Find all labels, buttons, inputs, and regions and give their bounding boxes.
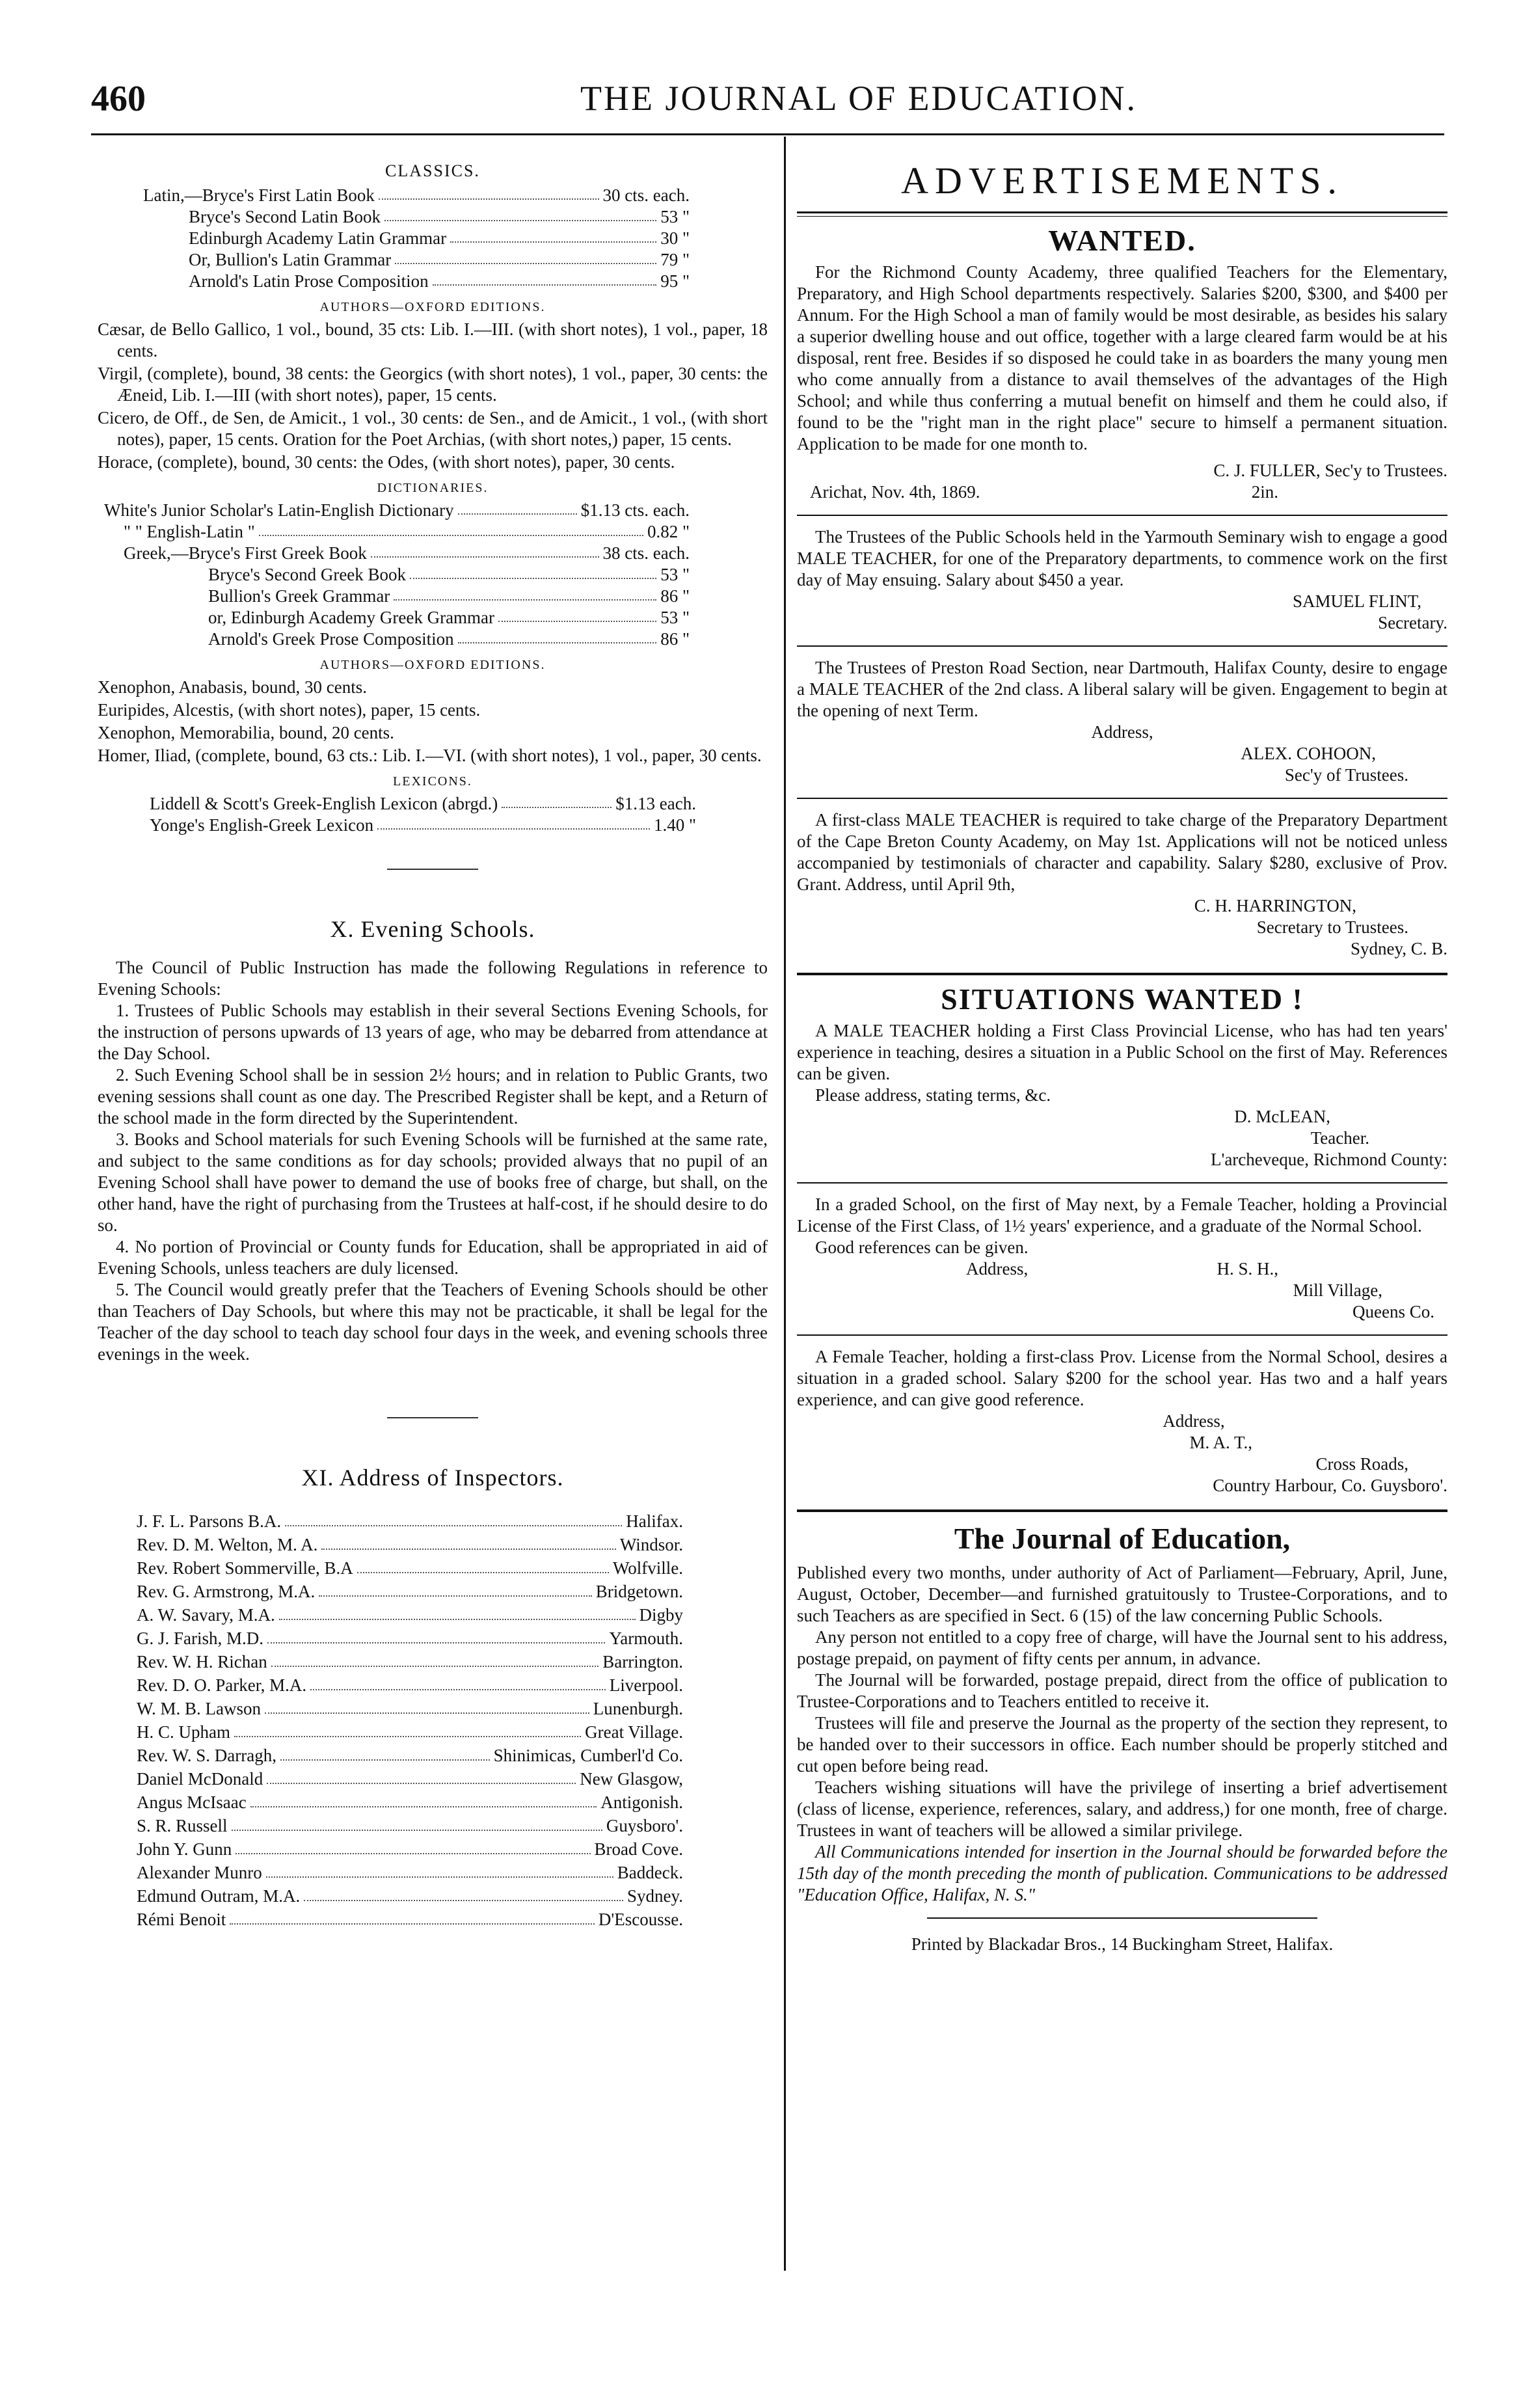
ad-divider: [797, 1182, 1447, 1184]
situation-text: A Female Teacher, holding a first-class Prov. License from the Normal School, desires a situation in a graded school. Salary $200 for the school year. Has two and a half years experience, and can give good reference.: [797, 1347, 1447, 1409]
ad-text: For the Richmond County Academy, three qualified Teachers for the Elementary, Preparatory, and High School departments respectively. Salaries $200, $300, and $400 per Annum. For the High School a man of family would be most desirable, as besides his salary a superior dwelling house and out office, together with a large cleared farm would be at his disposal, rent free. Besides if so disposed he could take in as boarders the many young men who come annually from a distance to avail themselves of the advantages of the High School; and while thus conferring a mutual benefit on himself and them he could also, if found to be the "right man in the right place" secure to himself a permanent situation. Application to be made for one month to.: [797, 262, 1447, 453]
inspector-name: G. J. Farish, M.D.: [137, 1629, 264, 1648]
inspector-place: Wolfville.: [612, 1558, 683, 1578]
journal-notice-heading: The Journal of Education,: [954, 1522, 1291, 1555]
book-label: or, Edinburgh Academy Greek Grammar: [208, 608, 495, 627]
ad-term: 2in.: [1251, 482, 1278, 502]
ad-dateline: [797, 481, 1447, 503]
inspector-name: Rev. Robert Sommerville, B.A: [137, 1558, 353, 1578]
inspector-name: W. M. B. Lawson: [137, 1699, 262, 1718]
book-label: Bullion's Greek Grammar: [208, 586, 390, 606]
inspector-name: H. C. Upham: [137, 1722, 230, 1742]
situation-signature: D. McLEAN,: [1234, 1107, 1330, 1126]
evening-rule: 1. Trustees of Public Schools may establish in their several Sections Evening Schools, for the instruction of persons upwards of 13 years of age, who may be debarred from attendance at the Day School.: [98, 1001, 768, 1063]
lexicons-head: LEXICONS.: [393, 774, 472, 789]
inspector-place: Great Village.: [585, 1722, 683, 1742]
evening-intro: The Council of Public Instruction has made the following Regulations in reference to Evening Schools:: [98, 958, 768, 999]
inspector-place: Antigonish.: [600, 1792, 683, 1812]
notice-paragraph: The Journal will be forwarded, postage prepaid, direct from the office of publication to Trustee-Corporations and to Teachers entitled to receive it.: [797, 1670, 1447, 1711]
ad-text: A first-class MALE TEACHER is required to take charge of the Preparatory Department of the Cape Breton County Academy, on May 1st. Applications will not be noticed unless accompanied by testimonials of character and capability. Salary $280, exclusive of Prov. Grant. Address, until April 9th,: [797, 810, 1447, 894]
section-rule: [797, 1509, 1447, 1512]
book-price: 0.82 ": [647, 522, 690, 541]
inspector-name: Angus McIsaac: [137, 1792, 247, 1812]
ad-signature: C. H. HARRINGTON,: [1194, 896, 1356, 915]
book-price: 30 ": [660, 228, 690, 248]
latin-books-list: [98, 185, 690, 292]
inspector-name: Daniel McDonald: [137, 1769, 263, 1789]
list-item: [150, 793, 696, 815]
book-price: $1.13 cts. each.: [580, 500, 690, 520]
situation-signature-place: L'archeveque, Richmond County:: [1210, 1150, 1447, 1169]
inspectors-list: [98, 1509, 768, 1931]
inspector-name: Rémi Benoit: [137, 1910, 226, 1929]
table-row: [98, 1767, 683, 1791]
list-item: [104, 629, 690, 650]
list-item: [104, 564, 690, 586]
wanted-heading: WANTED.: [1048, 224, 1196, 257]
section-divider: [387, 869, 478, 870]
list-item: [104, 607, 690, 629]
notice-paragraph: Trustees will file and preserve the Journal as the property of the section they represent, to be handed over to their successors in office. Each number should be properly stitched and cut open before being read.: [797, 1713, 1447, 1776]
inspector-place: Baddeck.: [617, 1863, 683, 1882]
evening-rule: 2. Such Evening School shall be in session 2½ hours; and in relation to Public Grants, two evening sessions shall count as one day. The Prescribed Register shall be kept, and a Return of the school made in the form directed by the Superintendent.: [98, 1065, 768, 1128]
ad-signature: ALEX. COHOON,: [1241, 744, 1376, 763]
book-price: 95 ": [660, 271, 690, 291]
book-label: Arnold's Latin Prose Composition: [189, 271, 429, 291]
book-price: 30 cts. each.: [602, 185, 690, 205]
column-divider: [784, 137, 786, 2271]
inspector-name: Rev. D. M. Welton, M. A.: [137, 1535, 318, 1554]
book-price: 38 cts. each.: [602, 543, 690, 563]
inspectors-heading: XI. Address of Inspectors.: [301, 1465, 564, 1491]
classics-title: CLASSICS.: [385, 161, 480, 180]
book-label: Bryce's Second Latin Book: [189, 207, 381, 226]
ad-divider: [797, 645, 1447, 647]
inspector-name: Rev. D. O. Parker, M.A.: [137, 1675, 307, 1695]
right-column: [797, 156, 1447, 1955]
ad-signature: C. J. FULLER, Sec'y to Trustees.: [1213, 461, 1447, 480]
author-entry: Horace, (complete), bound, 30 cents: the Odes, (with short notes), paper, 30 cents.: [98, 452, 675, 472]
situation-signature: M. A. T.,: [1189, 1433, 1252, 1452]
author-entry: Cæsar, de Bello Gallico, 1 vol., bound, 35 cts: Lib. I.—III. (with short notes), 1 vol., paper, 18 cents.: [98, 319, 768, 360]
author-entry: Xenophon, Memorabilia, bound, 20 cents.: [98, 723, 394, 742]
footer-divider: [927, 1917, 1317, 1919]
book-label: Greek,—Bryce's First Greek Book: [124, 543, 367, 563]
inspector-place: D'Escousse.: [598, 1910, 683, 1929]
inspector-name: Alexander Munro: [137, 1863, 262, 1882]
book-label: Yonge's English-Greek Lexicon: [150, 815, 374, 835]
list-item: [150, 815, 696, 836]
situations-heading: SITUATIONS WANTED !: [941, 982, 1304, 1016]
table-row: [98, 1673, 683, 1697]
evening-rule: 3. Books and School materials for such Evening Schools will be furnished at the same rate, and subject to the same conditions as for day schools; provided always that no pupil of an Evening School shall have power to demand the use of books free of charge, but shall, on the other hand, have the right of purchasing from the Trustees at half-cost, if he should desire to do so.: [98, 1130, 768, 1235]
section-rule: [797, 973, 1447, 975]
journal-title: THE JOURNAL OF EDUCATION.: [580, 79, 1137, 118]
list-item: [143, 185, 690, 206]
table-row: [98, 1884, 683, 1908]
table-row: [98, 1509, 683, 1533]
inspector-place: Sydney.: [627, 1886, 683, 1906]
ad-address: Address,: [1091, 722, 1153, 742]
notice-paragraph: Published every two months, under authority of Act of Parliament—February, April, June, August, October, December—and furnished gratuitously to Trustee-Corporations, and to such Teachers as are specified in Sect. 6 (15) of the law concerning Public Schools.: [797, 1563, 1447, 1625]
ad-divider: [797, 515, 1447, 516]
ad-signature-title: Secretary to Trustees.: [1256, 917, 1408, 937]
table-row: [98, 1814, 683, 1837]
advertisements-title: ADVERTISEMENTS.: [901, 159, 1343, 202]
book-label: " " English-Latin ": [124, 522, 255, 541]
inspector-place: Halifax.: [626, 1511, 683, 1531]
evening-schools-heading: X. Evening Schools.: [330, 916, 535, 942]
table-row: [98, 1533, 683, 1556]
book-label: Liddell & Scott's Greek-English Lexicon (abrgd.): [150, 794, 498, 813]
ad-text: The Trustees of the Public Schools held in the Yarmouth Seminary wish to engage a good MALE TEACHER, for one of the Preparatory departments, to commence work on the first day of May ensuing. Salary about $450 a year.: [797, 527, 1447, 589]
notice-paragraph: Teachers wishing situations will have the privilege of inserting a brief advertisement (class of license, experience, references, salary, and address,) for one month, free of charge. Trustees in want of teachers will be allowed a similar privilege.: [797, 1778, 1447, 1840]
inspector-name: Rev. W. S. Darragh,: [137, 1746, 276, 1765]
evening-rule: 5. The Council would greatly prefer that the Teachers of Evening Schools should be other than Teachers of Day Schools, but where this may not be practicable, it shall be legal for the Teacher of the day school to teach day school four days in the week, and evening schools three evenings in the week.: [98, 1280, 768, 1364]
inspector-place: New Glasgow,: [580, 1769, 683, 1789]
lexicons-list: [98, 793, 696, 836]
book-label: Latin,—Bryce's First Latin Book: [143, 185, 375, 205]
author-entry: Virgil, (complete), bound, 38 cents: the Georgics (with short notes), 1 vol., paper, 30 cents: the Æneid, Lib. I.—III (with short notes), paper, 15 cents.: [98, 364, 768, 405]
ad-divider: [797, 798, 1447, 799]
situation-signature-title: Teacher.: [1310, 1128, 1369, 1148]
table-row: [98, 1556, 683, 1580]
list-item: [104, 543, 690, 564]
book-label: Arnold's Greek Prose Composition: [208, 629, 454, 649]
table-row: [98, 1908, 683, 1931]
book-price: $1.13 each.: [615, 794, 696, 813]
situation-address-line: [797, 1258, 1447, 1280]
author-entry: Xenophon, Anabasis, bound, 30 cents.: [98, 677, 367, 697]
list-item: [104, 586, 690, 607]
notice-paragraph: Any person not entitled to a copy free of charge, will have the Journal sent to his address, postage prepaid, on payment of fifty cents per annum, in advance.: [797, 1627, 1447, 1668]
inspector-place: Bridgetown.: [595, 1582, 683, 1601]
situation-text: In a graded School, on the first of May next, by a Female Teacher, holding a Provincial License of the First Class, of 1½ years' experience, and a graduate of the Normal School.: [797, 1195, 1447, 1236]
book-price: 1.40 ": [653, 815, 696, 835]
book-price: 86 ": [660, 629, 690, 649]
book-price: 53 ": [660, 608, 690, 627]
inspector-place: Liverpool.: [609, 1675, 683, 1695]
table-row: [98, 1720, 683, 1744]
section-divider: [387, 1417, 478, 1418]
table-row: [98, 1791, 683, 1814]
situation-signature-county: Country Harbour, Co. Guysboro'.: [1213, 1476, 1447, 1495]
book-price: 86 ": [660, 586, 690, 606]
inspector-name: Rev. W. H. Richan: [137, 1652, 267, 1671]
dictionaries-list: [98, 500, 690, 650]
notice-paragraph: All Communications intended for insertion in the Journal should be forwarded before the 15th day of the month preceding the month of publication. Communications to be addressed "Education Office, Halifax, N. S.": [797, 1842, 1447, 1904]
book-label: Edinburgh Academy Latin Grammar: [189, 228, 447, 248]
ad-divider: [797, 1334, 1447, 1336]
list-item: [104, 500, 690, 521]
evening-rule: 4. No portion of Provincial or County funds for Education, shall be appropriated in aid of Evening Schools, unless teachers are duly licensed.: [98, 1237, 768, 1278]
inspector-place: Shinimicas, Cumberl'd Co.: [493, 1746, 683, 1765]
inspector-name: Edmund Outram, M.A.: [137, 1886, 301, 1906]
author-entry: Homer, Iliad, (complete, bound, 63 cts.: Lib. I.—VI. (with short notes), 1 vol., paper, 30 cents.: [98, 746, 762, 765]
inspector-place: Windsor.: [619, 1535, 683, 1554]
ad-signature-place: Sydney, C. B.: [1350, 939, 1447, 958]
book-label: Bryce's Second Greek Book: [208, 565, 407, 584]
list-item: [143, 206, 690, 228]
header-rule: [91, 133, 1444, 135]
book-label: White's Junior Scholar's Latin-English Dictionary: [104, 500, 454, 520]
table-row: [98, 1744, 683, 1767]
situation-signature-county: Queens Co.: [1352, 1302, 1434, 1321]
list-item: [143, 249, 690, 271]
authors-latin-head: AUTHORS—OXFORD EDITIONS.: [319, 300, 546, 314]
printer-credit: Printed by Blackadar Bros., 14 Buckingham Street, Halifax.: [911, 1934, 1334, 1954]
inspector-place: Lunenburgh.: [593, 1699, 683, 1718]
table-row: [98, 1627, 683, 1650]
inspector-name: J. F. L. Parsons B.A.: [137, 1511, 282, 1531]
situation-address: Address,: [966, 1259, 1029, 1278]
situation-signature-place: Mill Village,: [1293, 1280, 1382, 1300]
book-price: 79 ": [660, 250, 690, 269]
table-row: [98, 1861, 683, 1884]
book-label: Or, Bullion's Latin Grammar: [189, 250, 392, 269]
list-item: [104, 521, 690, 543]
ad-signature: SAMUEL FLINT,: [1293, 591, 1421, 611]
situation-signature-place: Cross Roads,: [1315, 1454, 1408, 1474]
book-price: 53 ": [660, 565, 690, 584]
inspector-place: Yarmouth.: [609, 1629, 683, 1648]
table-row: [98, 1603, 683, 1627]
ad-text: The Trustees of Preston Road Section, near Dartmouth, Halifax County, desire to engage a MALE TEACHER of the 2nd class. A liberal salary will be given. Engagement to begin at the opening of next Term.: [797, 658, 1447, 720]
author-entry: Cicero, de Off., de Sen, de Amicit., 1 vol., 30 cents: de Sen., and de Amicit., 1 vol., (with short notes), paper, 15 cents. Oration for the Poet Archias, (with short notes,) paper, 15 cents.: [98, 408, 768, 449]
list-item: [143, 228, 690, 249]
inspector-place: Guysboro'.: [606, 1816, 683, 1835]
table-row: [98, 1697, 683, 1720]
inspector-name: A. W. Savary, M.A.: [137, 1605, 275, 1625]
table-row: [98, 1837, 683, 1861]
situation-line: Good references can be given.: [815, 1238, 1029, 1257]
situation-line: Please address, stating terms, &c.: [815, 1085, 1051, 1105]
authors-greek-head: AUTHORS—OXFORD EDITIONS.: [319, 658, 546, 672]
ad-signature-title: Secretary.: [1378, 613, 1447, 632]
inspector-name: John Y. Gunn: [137, 1839, 232, 1859]
inspector-name: S. R. Russell: [137, 1816, 228, 1835]
situation-address: Address,: [1163, 1411, 1225, 1431]
inspector-place: Broad Cove.: [594, 1839, 683, 1859]
title-rule: [797, 211, 1447, 217]
page-number: 460: [91, 79, 146, 119]
list-item: [143, 271, 690, 292]
inspector-place: Barrington.: [602, 1652, 683, 1671]
situation-text: A MALE TEACHER holding a First Class Provincial License, who has had ten years' experience in teaching, desires a situation in a Public School on the first of May. References can be given.: [797, 1021, 1447, 1083]
left-column: [98, 156, 768, 1931]
inspector-name: Rev. G. Armstrong, M.A.: [137, 1582, 316, 1601]
dictionaries-head: DICTIONARIES.: [377, 481, 489, 495]
book-price: 53 ": [660, 207, 690, 226]
inspector-place: Digby: [639, 1605, 683, 1625]
table-row: [98, 1650, 683, 1673]
table-row: [98, 1580, 683, 1603]
author-entry: Euripides, Alcestis, (with short notes), paper, 15 cents.: [98, 700, 481, 720]
running-head: [91, 78, 1431, 130]
ad-date: Arichat, Nov. 4th, 1869.: [810, 482, 980, 502]
ad-signature-title: Sec'y of Trustees.: [1284, 765, 1408, 785]
situation-signature: H. S. H.,: [1217, 1259, 1278, 1278]
